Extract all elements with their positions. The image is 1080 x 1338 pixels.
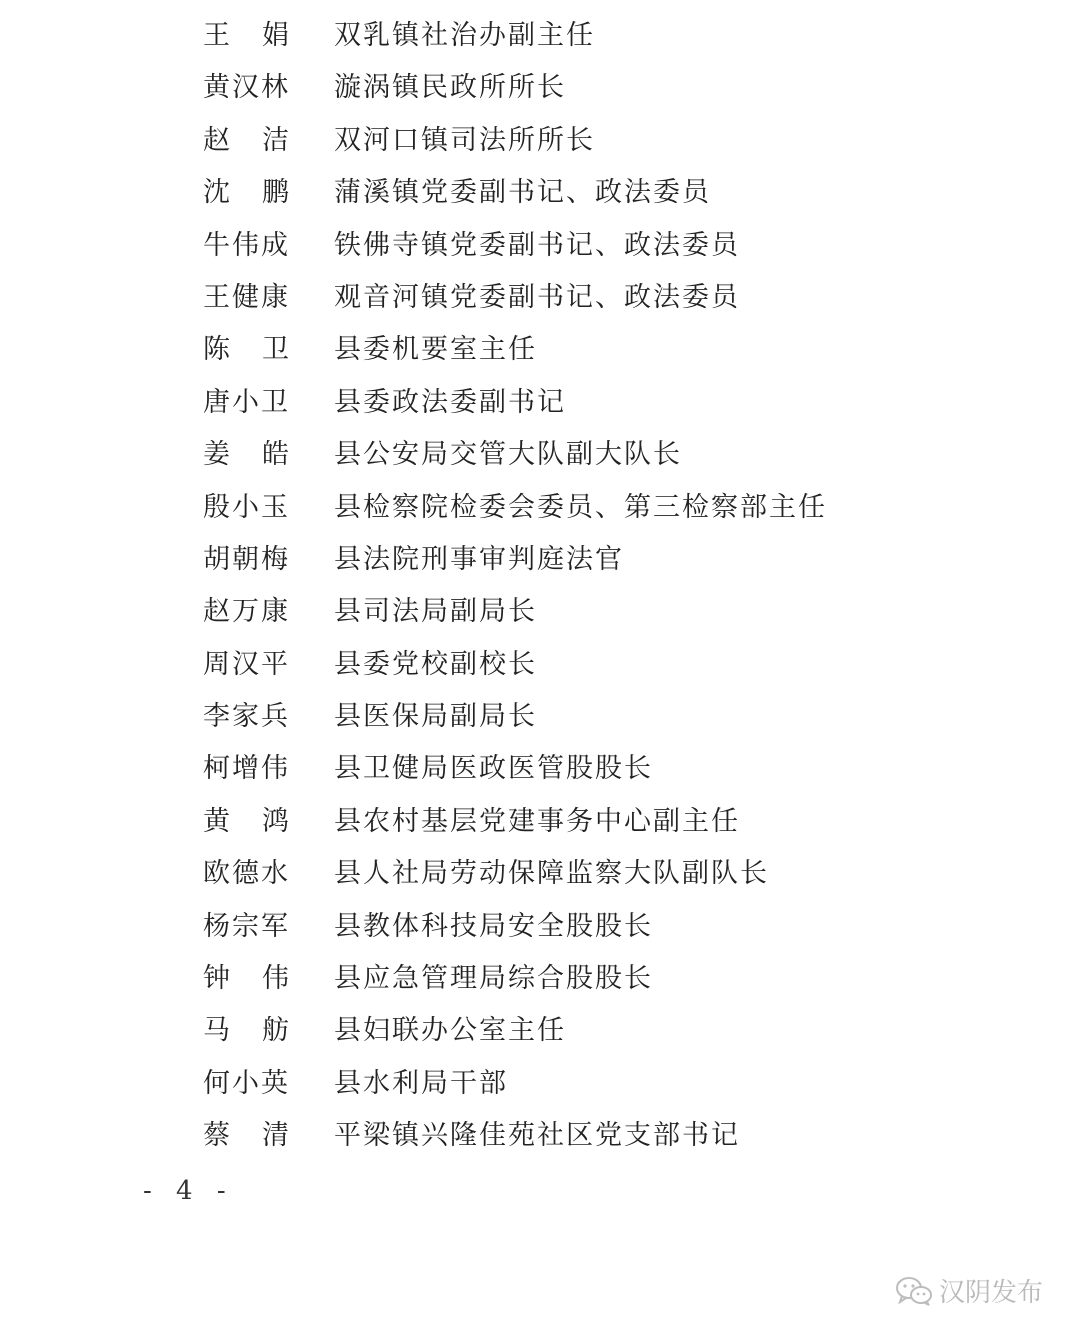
roster-row xyxy=(0,639,1080,691)
person-name: 柯增伟 xyxy=(203,753,290,785)
person-name: 黄汉林 xyxy=(203,72,290,104)
person-name: 沈 鹏 xyxy=(203,177,289,209)
roster-row xyxy=(0,901,1080,953)
person-position: 县委机要室主任 xyxy=(334,334,537,366)
person-name: 马 舫 xyxy=(203,1015,289,1047)
person-position: 县医保局副局长 xyxy=(334,701,537,733)
person-position: 蒲溪镇党委副书记、政法委员 xyxy=(334,177,711,209)
person-name: 李家兵 xyxy=(203,701,290,733)
roster-row xyxy=(0,691,1080,743)
roster-row xyxy=(0,10,1080,62)
roster-row xyxy=(0,482,1080,534)
person-name: 钟 伟 xyxy=(203,963,289,995)
person-position: 双河口镇司法所所长 xyxy=(334,124,595,156)
person-position: 平梁镇兴隆佳苑社区党支部书记 xyxy=(334,1120,740,1152)
roster-row xyxy=(0,62,1080,114)
person-position: 县委政法委副书记 xyxy=(334,386,566,418)
roster-list xyxy=(0,10,1080,1163)
roster-row xyxy=(0,848,1080,900)
person-position: 铁佛寺镇党委副书记、政法委员 xyxy=(334,229,740,261)
person-position: 县检察院检委会委员、第三检察部主任 xyxy=(334,491,827,523)
roster-row xyxy=(0,115,1080,167)
person-name: 殷小玉 xyxy=(203,491,290,523)
roster-row xyxy=(0,429,1080,481)
watermark-text: 汉阴发布 xyxy=(939,1278,1044,1308)
person-position: 观音河镇党委副书记、政法委员 xyxy=(334,281,740,313)
person-name: 王 娟 xyxy=(203,20,289,51)
person-name: 周汉平 xyxy=(203,648,290,680)
person-name: 陈 卫 xyxy=(203,334,289,366)
person-position: 县应急管理局综合股股长 xyxy=(334,963,653,995)
person-position: 县水利局干部 xyxy=(334,1067,508,1099)
roster-row xyxy=(0,272,1080,324)
person-position: 双乳镇社治办副主任 xyxy=(334,20,595,51)
person-position: 县农村基层党建事务中心副主任 xyxy=(334,805,740,837)
roster-row xyxy=(0,1110,1080,1162)
person-position: 县公安局交管大队副大队长 xyxy=(334,439,682,471)
roster-row xyxy=(0,1005,1080,1057)
person-name: 蔡 清 xyxy=(203,1120,289,1152)
wechat-icon xyxy=(895,1275,933,1307)
person-name: 赵万康 xyxy=(203,596,290,628)
person-name: 王健康 xyxy=(203,281,290,313)
roster-row xyxy=(0,324,1080,376)
person-position: 县人社局劳动保障监察大队副队长 xyxy=(334,858,769,890)
person-position: 漩涡镇民政所所长 xyxy=(334,72,566,104)
person-position: 县法院刑事审判庭法官 xyxy=(334,543,624,575)
person-name: 赵 洁 xyxy=(203,124,289,156)
roster-row xyxy=(0,534,1080,586)
roster-row xyxy=(0,953,1080,1005)
person-position: 县妇联办公室主任 xyxy=(334,1015,566,1047)
person-name: 欧德水 xyxy=(203,858,290,890)
roster-row xyxy=(0,377,1080,429)
roster-row xyxy=(0,167,1080,219)
roster-row xyxy=(0,743,1080,795)
person-name: 牛伟成 xyxy=(203,229,290,261)
person-position: 县委党校副校长 xyxy=(334,648,537,680)
roster-row xyxy=(0,586,1080,638)
person-name: 胡朝梅 xyxy=(203,543,290,575)
person-position: 县教体科技局安全股股长 xyxy=(334,910,653,942)
person-name: 杨宗军 xyxy=(203,910,290,942)
roster-row xyxy=(0,220,1080,272)
person-position: 县司法局副局长 xyxy=(334,596,537,628)
watermark xyxy=(895,1272,1043,1309)
person-name: 唐小卫 xyxy=(203,386,290,418)
person-position: 县卫健局医政医管股股长 xyxy=(334,753,653,785)
person-name: 何小英 xyxy=(203,1067,290,1099)
roster-row xyxy=(0,796,1080,848)
person-name: 姜 皓 xyxy=(203,439,289,471)
page-number: - 4 - xyxy=(143,1176,234,1206)
person-name: 黄 鸿 xyxy=(203,805,289,837)
roster-row xyxy=(0,1058,1080,1110)
